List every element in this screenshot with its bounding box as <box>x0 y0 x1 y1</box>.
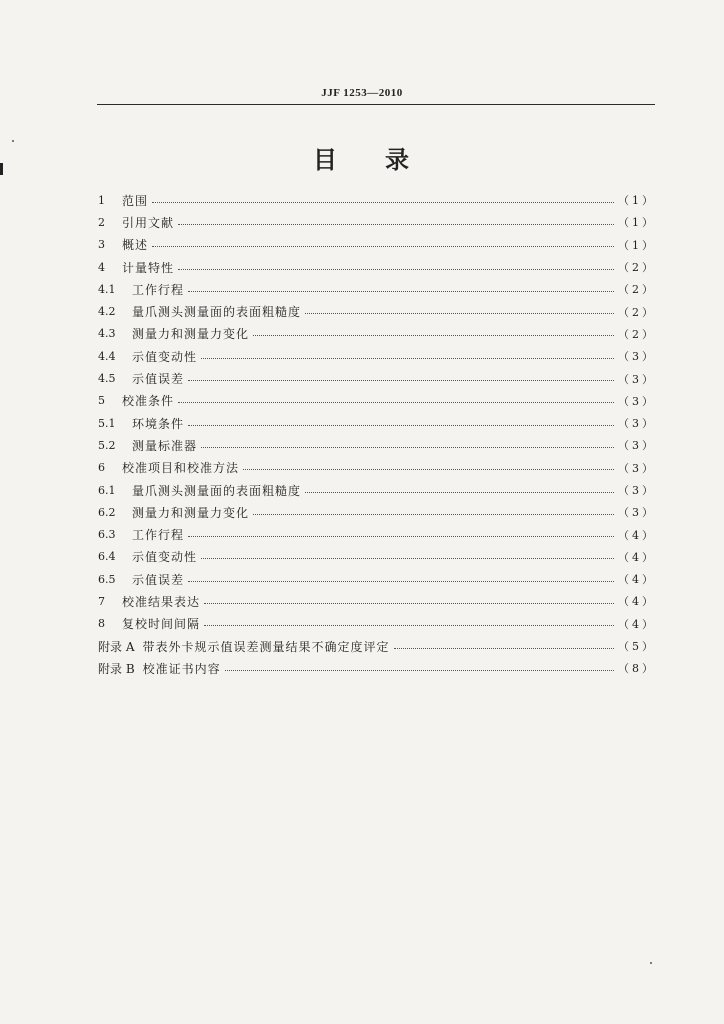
toc-entry-label: 范围 <box>122 193 149 208</box>
toc-entry-page: （4） <box>618 550 656 564</box>
toc-entry-label: 引用文献 <box>122 215 175 230</box>
toc-entry-number: 4.3 <box>98 327 116 341</box>
toc-entry-page: （8） <box>618 662 656 676</box>
standard-code: JJF 1253—2010 <box>321 87 403 99</box>
toc-leader-dots <box>178 269 614 270</box>
toc-leader-dots <box>201 558 614 559</box>
toc-entry-number: 5.2 <box>98 438 116 452</box>
toc-entry-label: 测量力和测量力变化 <box>132 327 250 342</box>
toc-entry-label: 量爪测头测量面的表面粗糙度 <box>132 483 302 498</box>
toc-leader-dots <box>253 514 614 515</box>
toc-entry[interactable] <box>98 657 656 679</box>
toc-entry[interactable] <box>98 300 656 322</box>
toc-entry-label: 带表外卡规示值误差测量结果不确定度评定 <box>142 639 390 654</box>
toc-leader-dots <box>204 625 614 626</box>
toc-entry-page: （2） <box>618 305 656 319</box>
toc-entry-number: 2 <box>98 215 105 229</box>
toc-entry-label: 示值误差 <box>132 572 185 587</box>
toc-entry-number: 8 <box>98 617 105 631</box>
toc-leader-dots <box>178 402 614 403</box>
toc-entry[interactable] <box>98 345 656 367</box>
toc-entry-label: 工作行程 <box>132 282 185 297</box>
toc-entry[interactable] <box>98 613 656 635</box>
toc-entry-label: 校准条件 <box>122 394 175 409</box>
toc-entry-number: 4.2 <box>98 305 116 319</box>
toc-leader-dots <box>152 202 614 203</box>
toc-leader-dots <box>188 536 614 537</box>
toc-entry-number: 附录 A <box>98 639 135 654</box>
toc-entry-label: 校准结果表达 <box>122 594 201 609</box>
toc-entry-page: （5） <box>618 640 656 654</box>
toc-entry-number: 4.1 <box>98 282 116 296</box>
toc-leader-dots <box>305 313 614 314</box>
toc-entry[interactable] <box>98 590 656 612</box>
toc-entry[interactable] <box>98 390 656 412</box>
toc-entry-page: （4） <box>618 617 656 631</box>
toc-entry-page: （3） <box>618 350 656 364</box>
toc-leader-dots <box>178 224 614 225</box>
toc-entry[interactable] <box>98 501 656 523</box>
table-of-contents <box>98 189 656 680</box>
toc-entry[interactable] <box>98 256 656 278</box>
toc-title-char-2: 录 <box>385 146 411 174</box>
toc-leader-dots <box>394 648 615 649</box>
toc-entry-number: 6.5 <box>98 572 116 586</box>
toc-leader-dots <box>225 670 614 671</box>
toc-entry[interactable] <box>98 457 656 479</box>
toc-entry[interactable] <box>98 635 656 657</box>
toc-entry-label: 校准项目和校准方法 <box>122 461 240 476</box>
toc-entry-label: 环境条件 <box>132 416 185 431</box>
toc-entry-number: 4 <box>98 260 105 274</box>
toc-entry-page: （3） <box>618 461 656 475</box>
toc-entry-number: 6.4 <box>98 550 116 564</box>
toc-entry[interactable] <box>98 278 656 300</box>
toc-entry-label: 示值变动性 <box>132 550 198 565</box>
toc-entry-number: 5.1 <box>98 416 116 430</box>
toc-leader-dots <box>204 603 614 604</box>
toc-entry-page: （2） <box>618 283 656 297</box>
toc-entry[interactable] <box>98 367 656 389</box>
toc-entry[interactable] <box>98 323 656 345</box>
toc-entry-page: （1） <box>618 194 656 208</box>
toc-leader-dots <box>305 492 614 493</box>
toc-entry[interactable] <box>98 568 656 590</box>
toc-entry-page: （1） <box>618 216 656 230</box>
header-rule <box>97 104 655 105</box>
toc-leader-dots <box>188 425 614 426</box>
toc-entry[interactable] <box>98 189 656 211</box>
toc-leader-dots <box>243 469 614 470</box>
toc-entry-number: 5 <box>98 394 105 408</box>
toc-leader-dots <box>188 581 614 582</box>
toc-entry-page: （4） <box>618 528 656 542</box>
toc-entry[interactable] <box>98 523 656 545</box>
toc-leader-dots <box>201 447 614 448</box>
toc-entry-label: 示值变动性 <box>132 349 198 364</box>
toc-entry-page: （1） <box>618 238 656 252</box>
toc-entry-page: （4） <box>618 595 656 609</box>
toc-leader-dots <box>201 358 614 359</box>
toc-entry-number: 4.5 <box>98 372 116 386</box>
toc-entry-number: 6.3 <box>98 528 116 542</box>
toc-entry-page: （3） <box>618 439 656 453</box>
toc-entry-label: 工作行程 <box>132 528 185 543</box>
toc-entry-number: 6.2 <box>98 505 116 519</box>
toc-entry[interactable] <box>98 546 656 568</box>
toc-entry-label: 测量力和测量力变化 <box>132 505 250 520</box>
toc-leader-dots <box>188 291 614 292</box>
toc-entry-number: 1 <box>98 193 105 207</box>
toc-entry-number: 附录 B <box>98 661 135 676</box>
toc-title-char-1: 目 <box>313 146 339 174</box>
toc-entry[interactable] <box>98 479 656 501</box>
toc-entry-label: 复校时间间隔 <box>122 617 201 632</box>
toc-entry[interactable] <box>98 412 656 434</box>
toc-entry[interactable] <box>98 211 656 233</box>
toc-entry-label: 量爪测头测量面的表面粗糙度 <box>132 305 302 320</box>
toc-entry-page: （4） <box>618 573 656 587</box>
toc-leader-dots <box>188 380 614 381</box>
toc-leader-dots <box>253 335 614 336</box>
toc-entry-label: 示值误差 <box>132 372 185 387</box>
toc-entry-label: 校准证书内容 <box>142 661 221 676</box>
toc-entry-number: 7 <box>98 594 105 608</box>
toc-entry-page: （2） <box>618 261 656 275</box>
toc-entry-label: 测量标准器 <box>132 438 198 453</box>
scan-speck <box>650 962 652 964</box>
toc-entry[interactable] <box>98 434 656 456</box>
toc-entry-page: （3） <box>618 506 656 520</box>
toc-title <box>0 140 724 175</box>
toc-entry-label: 计量特性 <box>122 260 175 275</box>
toc-entry[interactable] <box>98 234 656 256</box>
toc-entry-page: （2） <box>618 327 656 341</box>
toc-entry-page: （3） <box>618 484 656 497</box>
toc-entry-number: 4.4 <box>98 349 116 363</box>
toc-entry-page: （3） <box>618 394 656 408</box>
toc-leader-dots <box>152 246 614 247</box>
toc-entry-number: 6.1 <box>98 483 116 497</box>
toc-entry-number: 6 <box>98 461 105 475</box>
toc-entry-number: 3 <box>98 238 105 252</box>
toc-entry-label: 概述 <box>122 238 149 253</box>
toc-entry-page: （3） <box>618 372 656 386</box>
toc-entry-page: （3） <box>618 417 656 431</box>
